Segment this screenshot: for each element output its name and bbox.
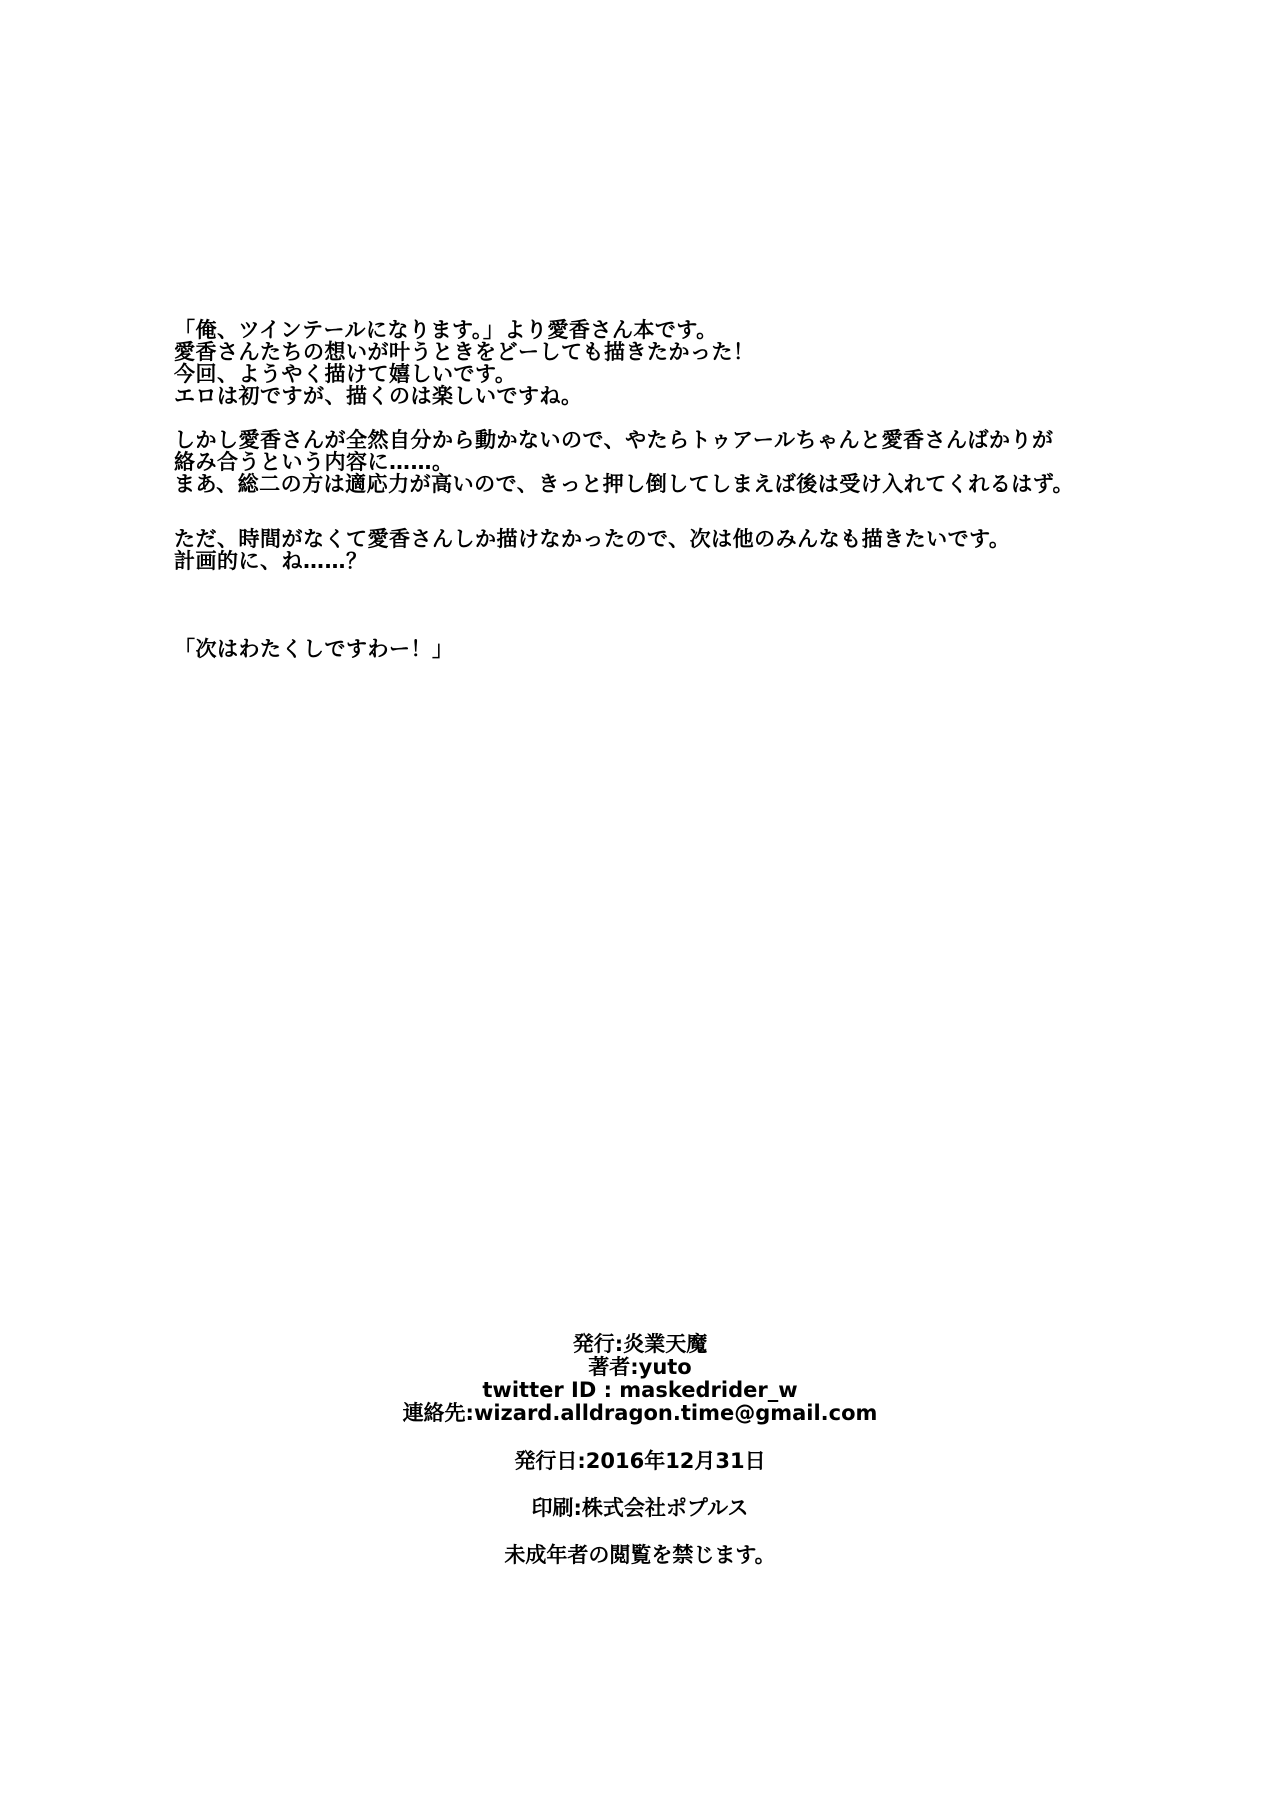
colophon-gap	[0, 1520, 1280, 1544]
colophon	[0, 1333, 1280, 1567]
afterword-line: 愛香さんたちの想いが叶うときをどーしても描きたかった！	[174, 340, 755, 364]
paragraph-gap	[174, 495, 1234, 528]
afterword-line: 「俺、ツインテールになります。」より愛香さん本です。	[174, 318, 718, 342]
afterword-line: 絡み合うという内容に……。	[174, 450, 454, 474]
twitter-id: twitter ID : maskedrider_w	[482, 1378, 798, 1402]
paragraph-gap	[174, 407, 1234, 429]
afterword-line: エロは初ですが、描くのは楽しいですね。	[174, 384, 583, 408]
afterword-line: しかし愛香さんが全然自分から動かないので、やたらトゥアールちゃんと愛香さんばかりが	[174, 428, 1054, 452]
colophon-gap	[0, 1473, 1280, 1497]
colophon-gap	[0, 1425, 1280, 1450]
afterword-text	[174, 319, 1234, 660]
afterword-line: 計画的に、ね……？	[174, 549, 368, 573]
printer: 印刷:株式会社ポプルス	[531, 1496, 749, 1520]
afterword-line: 今回、ようやく描けて嬉しいです。	[174, 362, 517, 386]
issue-date: 発行日:2016年12月31日	[514, 1449, 766, 1473]
afterword-line: まあ、総二の方は適応力が高いので、きっと押し倒してしまえば後は受け入れてくれるはず。	[174, 472, 1075, 496]
contact-email: 連絡先:wizard.alldragon.time@gmail.com	[402, 1401, 878, 1425]
closing-quote: 「次はわたくしですわー！」	[174, 637, 454, 661]
age-restriction-notice: 未成年者の閲覧を禁じます。	[504, 1543, 776, 1567]
author: 著者:yuto	[588, 1355, 692, 1379]
paragraph-gap	[174, 572, 1234, 638]
afterword-line: ただ、時間がなくて愛香さんしか描けなかったので、次は他のみんなも描きたいです。	[174, 527, 1011, 551]
publisher: 発行:炎業天魔	[572, 1332, 708, 1356]
